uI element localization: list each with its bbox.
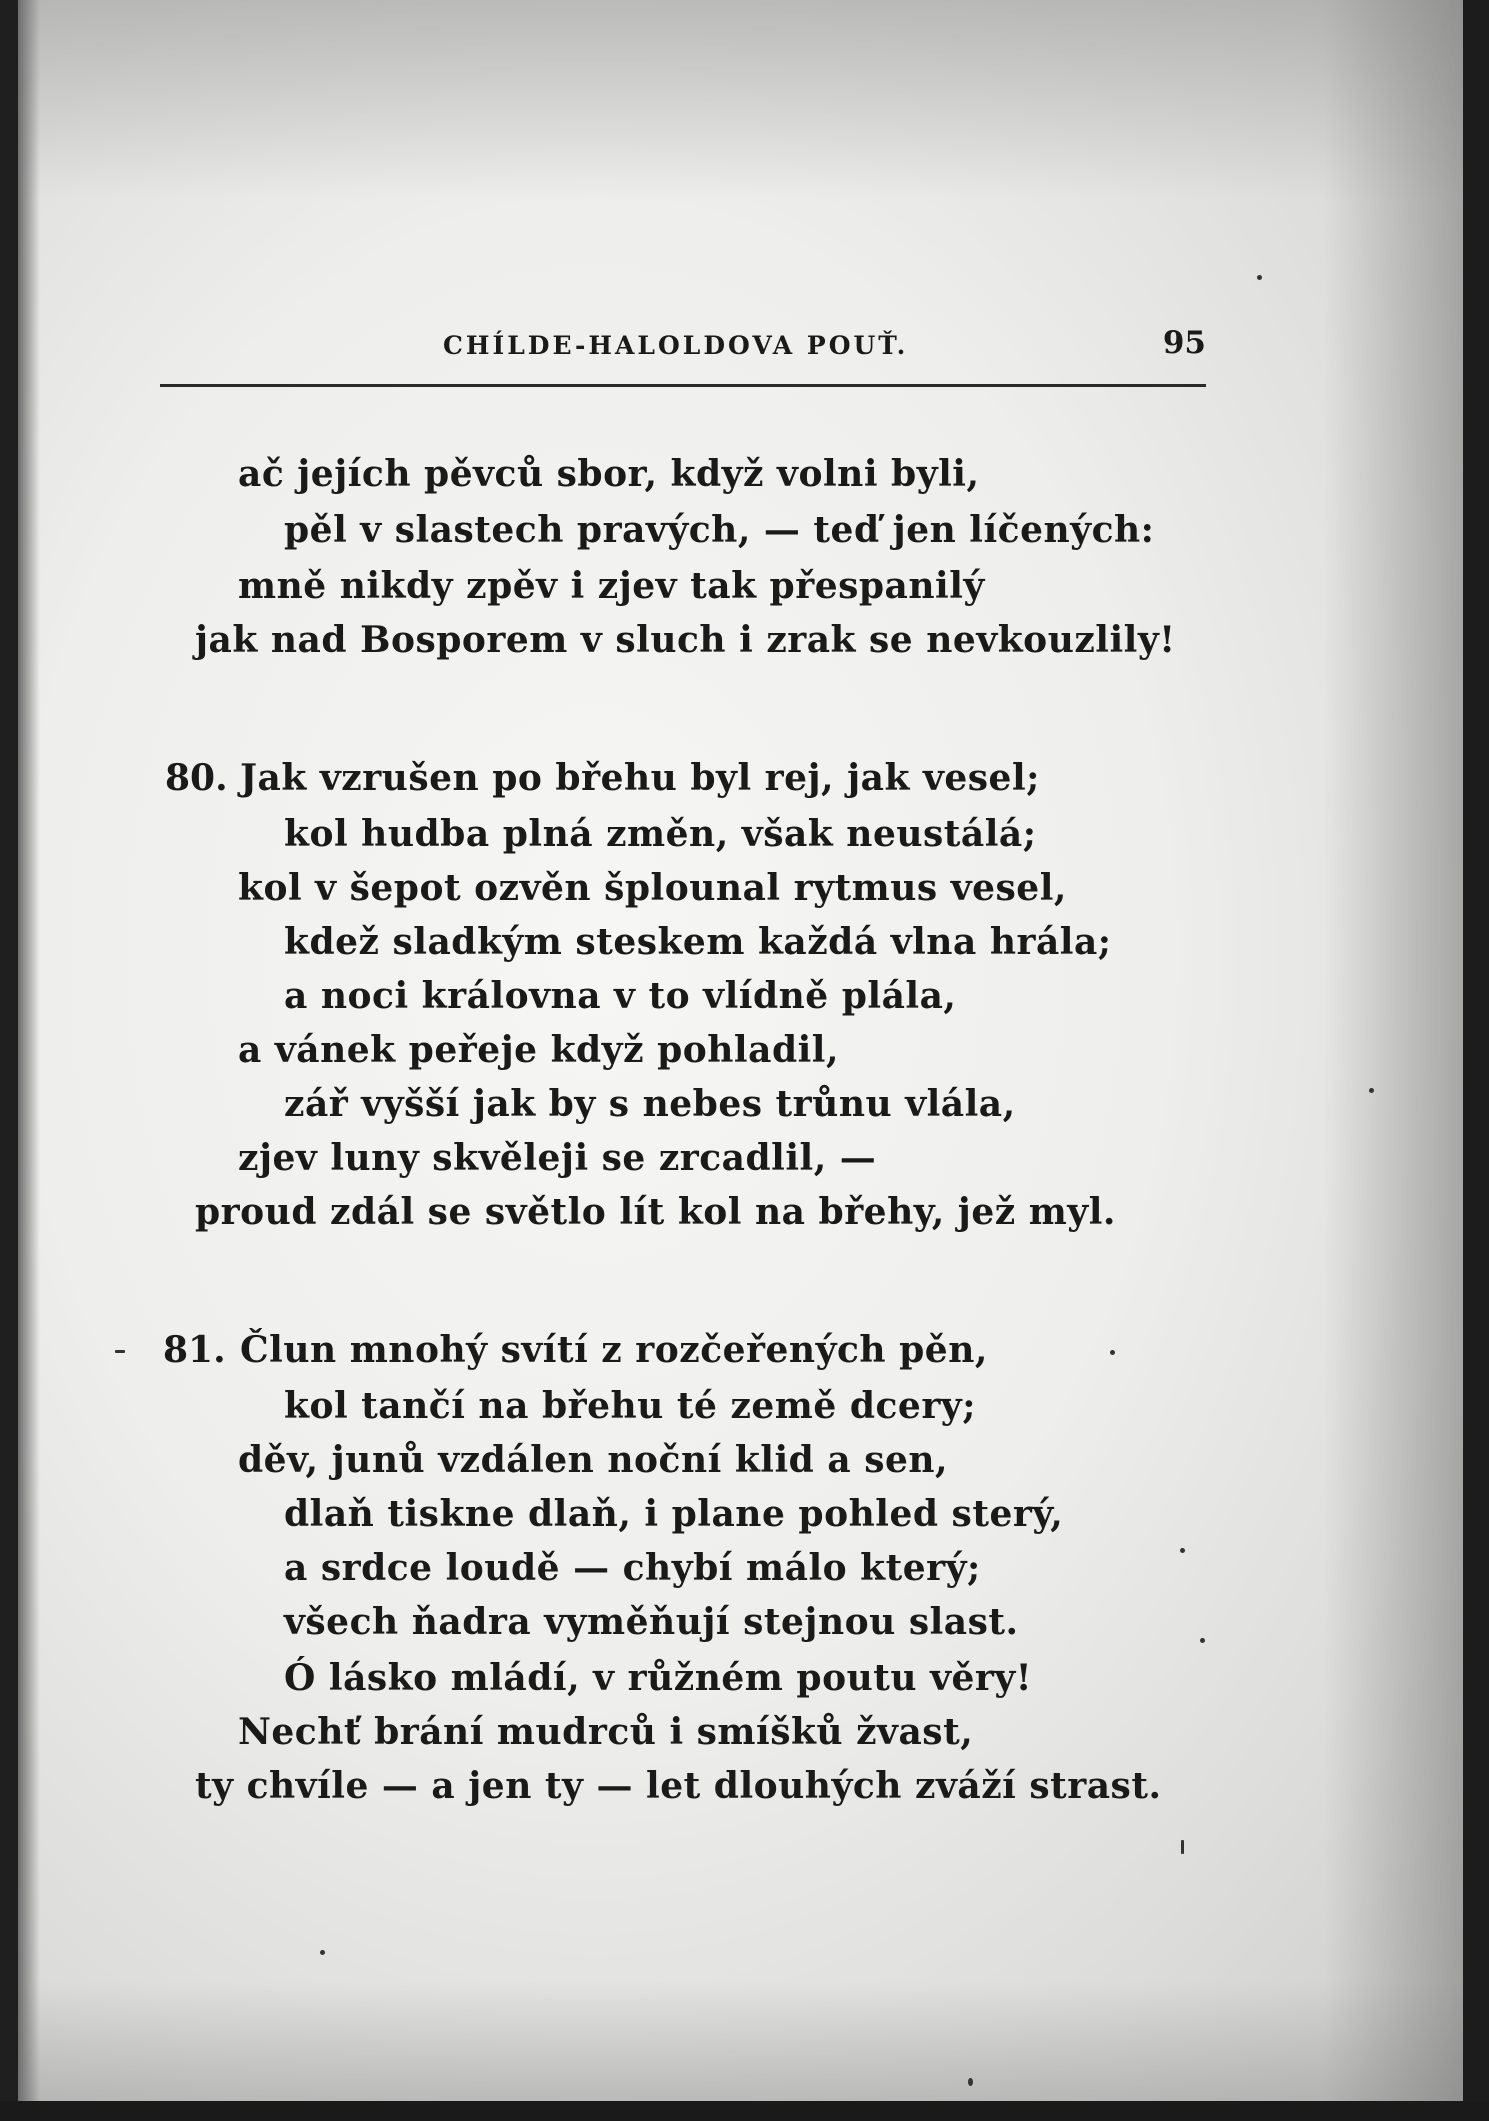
page-number: 95 xyxy=(1162,325,1206,361)
scan-speck xyxy=(968,2078,973,2086)
verse-line: ač jejích pěvců sbor, když volni byli, xyxy=(238,453,980,495)
verse-line: děv, junů vzdálen noční klid a sen, xyxy=(238,1439,949,1481)
scan-speck xyxy=(115,1350,125,1353)
scan-speck xyxy=(1200,1638,1205,1643)
scan-left-edge xyxy=(0,0,18,2121)
verse-line: Nechť brání mudrců i smíšků žvast, xyxy=(238,1711,974,1753)
scan-speck xyxy=(1257,275,1262,280)
verse-line: Jak vzrušen po břehu byl rej, jak vesel; xyxy=(240,757,1040,799)
verse-line: a srdce loudě — chybí málo který; xyxy=(284,1547,981,1589)
verse-line: Ó lásko mládí, v růžném poutu věry! xyxy=(284,1657,1033,1699)
verse-line: kol v šepot ozvěn šplounal rytmus vesel, xyxy=(238,867,1067,909)
verse-line: kdež sladkým steskem každá vlna hrála; xyxy=(284,921,1112,963)
verse-line: ty chvíle — a jen ty — let dlouhých zváží strast. xyxy=(195,1765,1162,1807)
scan-speck xyxy=(1181,1840,1184,1854)
verse-line: dlaň tiskne dlaň, i plane pohled sterý, xyxy=(284,1493,1064,1535)
verse-line: jak nad Bosporem v sluch i zrak se nevkouzlily! xyxy=(195,619,1176,661)
scan-right-edge xyxy=(1463,0,1489,2121)
verse-line: kol tančí na břehu té země dcery; xyxy=(284,1385,976,1427)
scan-speck xyxy=(1369,1088,1374,1093)
stanza-number: 80. xyxy=(165,757,228,799)
scan-top-shade xyxy=(0,0,1489,200)
scan-speck xyxy=(1110,1350,1115,1355)
verse-line: a vánek peřeje když pohladil, xyxy=(238,1029,839,1071)
scan-bottom-edge xyxy=(0,2101,1489,2121)
scan-speck xyxy=(320,1950,325,1955)
scan-bottom-shade xyxy=(0,1981,1489,2101)
scan-speck xyxy=(1180,1548,1185,1553)
verse-line: všech ňadra vyměňují stejnou slast. xyxy=(284,1601,1019,1643)
verse-line: Člun mnohý svítí z rozčeřených pěn, xyxy=(240,1329,988,1371)
running-head xyxy=(160,325,1206,369)
verse-line: a noci královna v to vlídně plála, xyxy=(284,975,957,1017)
verse-line: kol hudba plná změn, však neustálá; xyxy=(284,813,1037,855)
verse-line: pěl v slastech pravých, — teď jen líčených: xyxy=(284,509,1155,551)
scan-left-gutter xyxy=(18,0,40,2121)
running-title: CHÍLDE-HALOLDOVA POUŤ. xyxy=(443,331,909,360)
header-rule xyxy=(160,384,1206,387)
scan-right-shade xyxy=(1323,0,1463,2121)
verse-line: zář vyšší jak by s nebes trůnu vlála, xyxy=(284,1083,1016,1125)
stanza-number: 81. xyxy=(163,1329,226,1371)
verse-line: zjev luny skvěleji se zrcadlil, — xyxy=(238,1137,877,1179)
verse-line: proud zdál se světlo lít kol na břehy, jež myl. xyxy=(195,1191,1116,1233)
verse-line: mně nikdy zpěv i zjev tak přespanilý xyxy=(238,565,985,607)
